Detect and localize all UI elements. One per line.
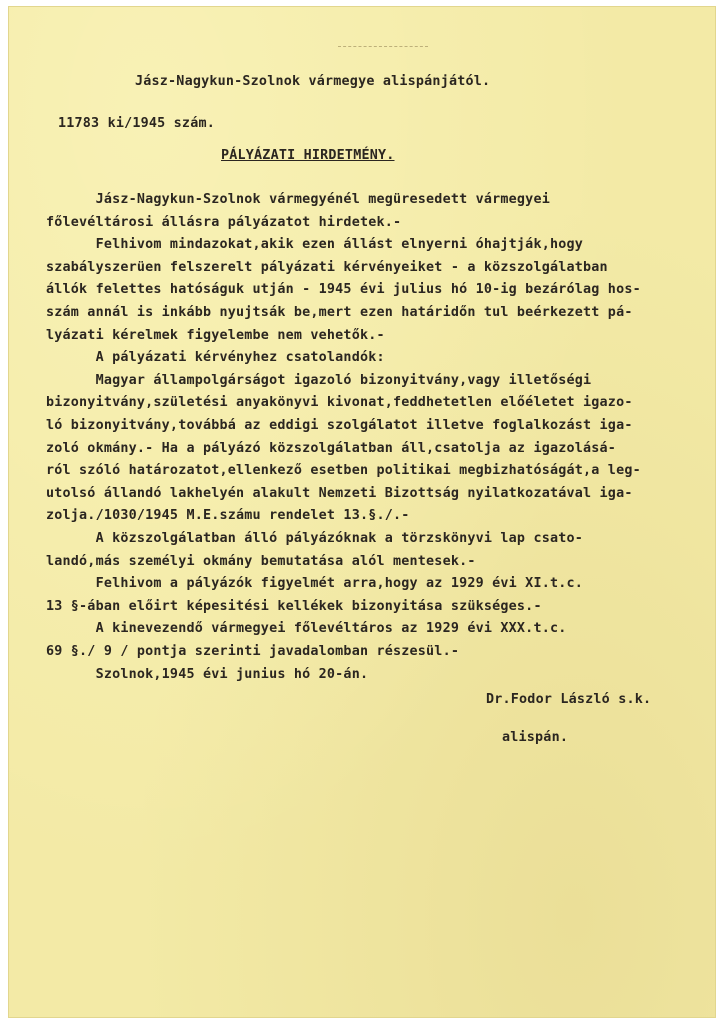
body-line: főlevéltárosi állásra pályázatot hirdetek.-: [46, 214, 402, 230]
body-line: Felhivom mindazokat,akik ezen állást elnyerni óhajtják,hogy: [46, 237, 584, 253]
body-line: zoló okmány.- Ha a pályázó közszolgálatban áll,csatolja az igazolásá-: [46, 440, 617, 456]
body-line: Felhivom a pályázók figyelmét arra,hogy az 1929 évi XI.t.c.: [46, 576, 584, 592]
body-line: szám annál is inkább nyujtsák be,mert ezen határidőn tul beérkezett pá-: [46, 305, 633, 320]
document-title: PÁLYÁZATI HIRDETMÉNY.: [221, 148, 395, 163]
signature-title: alispán.: [502, 730, 569, 745]
paper-mark: [338, 46, 428, 48]
body-line: ló bizonyitvány,továbbá az eddigi szolgálatot illetve foglalkozást iga-: [46, 418, 633, 433]
body-line: Szolnok,1945 évi junius hó 20-án.: [46, 666, 369, 682]
body-line: utolsó állandó lakhelyén alakult Nemzeti Bizottság nyilatkozatával iga-: [46, 485, 633, 501]
body-line: állók felettes hatóságuk utján - 1945 évi julius hó 10-ig bezárólag hos-: [46, 282, 641, 298]
body-line: ról szóló határozatot,ellenkező esetben politikai megbizhatóságát,a leg-: [46, 463, 641, 479]
signature-name: Dr.Fodor László s.k.: [486, 692, 652, 707]
document-page: [8, 6, 716, 1018]
issuing-authority: Jász-Nagykun-Szolnok vármegye alispánjától.: [135, 74, 491, 89]
body-line: bizonyitvány,születési anyakönyvi kivonat,feddhetetlen előéletet igazo-: [46, 395, 633, 411]
body-line: A kinevezendő vármegyei főlevéltáros az 1929 évi XXX.t.c.: [46, 621, 567, 637]
body-line: szabályszerüen felszerelt pályázati kérvényeiket - a közszolgálatban: [46, 259, 608, 275]
body-line: landó,más személyi okmány bemutatása alól mentesek.-: [46, 553, 476, 569]
body-line: lyázati kérelmek figyelembe nem vehetők.-: [46, 327, 385, 343]
body-line: Magyar állampolgárságot igazoló bizonyitvány,vagy illetőségi: [46, 372, 592, 388]
body-line: A közszolgálatban álló pályázóknak a törzskönyvi lap csato-: [46, 531, 584, 546]
body-line: 13 §-ában előirt képesitési kellékek bizonyitása szükséges.-: [46, 598, 542, 614]
body-line: 69 §./ 9 / pontja szerinti javadalomban részesül.-: [46, 644, 460, 659]
reference-number: 11783 ki/1945 szám.: [58, 116, 215, 131]
body-line: zolja./1030/1945 M.E.számu rendelet 13.§./.-: [46, 508, 410, 524]
body-line: Jász-Nagykun-Szolnok vármegyénél megüresedett vármegyei: [46, 192, 550, 207]
body-line: A pályázati kérvényhez csatolandók:: [46, 350, 385, 366]
